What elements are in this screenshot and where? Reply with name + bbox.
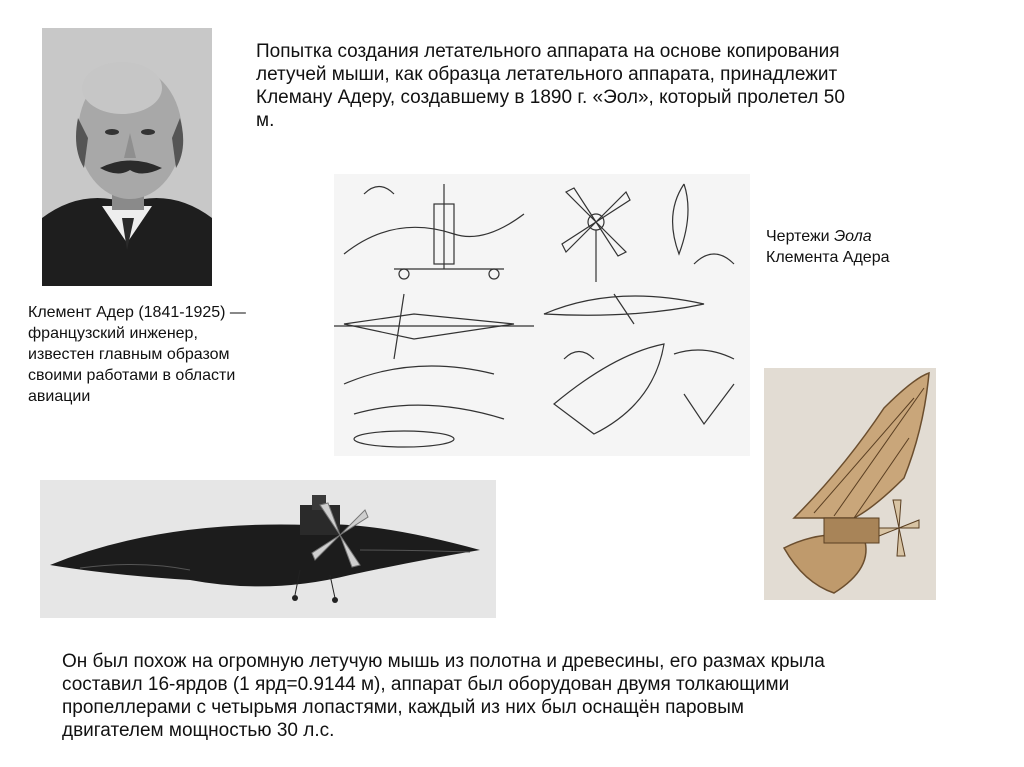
ader-caption-line-3: известен главным образом (28, 346, 230, 363)
intro-line-4: м. (256, 110, 275, 131)
portrait-photo (42, 28, 212, 286)
drawings-caption-line-1: Чертежи Эола (766, 228, 872, 245)
ader-caption-line-1: Клемент Адер (1841-1925) — (28, 304, 246, 321)
intro-line-1: Попытка создания летательного аппарата на основе копирования (256, 41, 840, 62)
drawings-caption (766, 226, 966, 268)
eole-model-photo (764, 368, 936, 600)
description-line-2: составил 16-ярдов (1 ярд=0.9144 м), аппарат был оборудован двумя толкающими (62, 674, 790, 695)
ader-caption-line-5: авиации (28, 388, 91, 405)
intro-paragraph (256, 40, 976, 132)
intro-line-2: летучей мыши, как образца летательного аппарата, принадлежит (256, 64, 838, 85)
description-line-4: двигателем мощностью 30 л.с. (62, 720, 335, 741)
description-line-1: Он был похож на огромную летучую мышь из полотна и древесины, его размах крыла (62, 651, 825, 672)
drawings-caption-italic: Эола (834, 228, 872, 245)
ader-caption-line-4: своими работами в области (28, 367, 236, 384)
description-paragraph (62, 650, 992, 742)
technical-drawings-image (334, 174, 750, 456)
eole-flight-photo (40, 480, 496, 618)
ader-caption (28, 302, 318, 407)
description-line-3: пропеллерами с четырьмя лопастями, каждый из них был оснащён паровым (62, 697, 744, 718)
drawings-caption-line-2: Клемента Адера (766, 249, 890, 266)
ader-caption-line-2: французский инженер, (28, 325, 198, 342)
intro-line-3: Клеману Адеру, создавшему в 1890 г. «Эол», который пролетел 50 (256, 87, 845, 108)
